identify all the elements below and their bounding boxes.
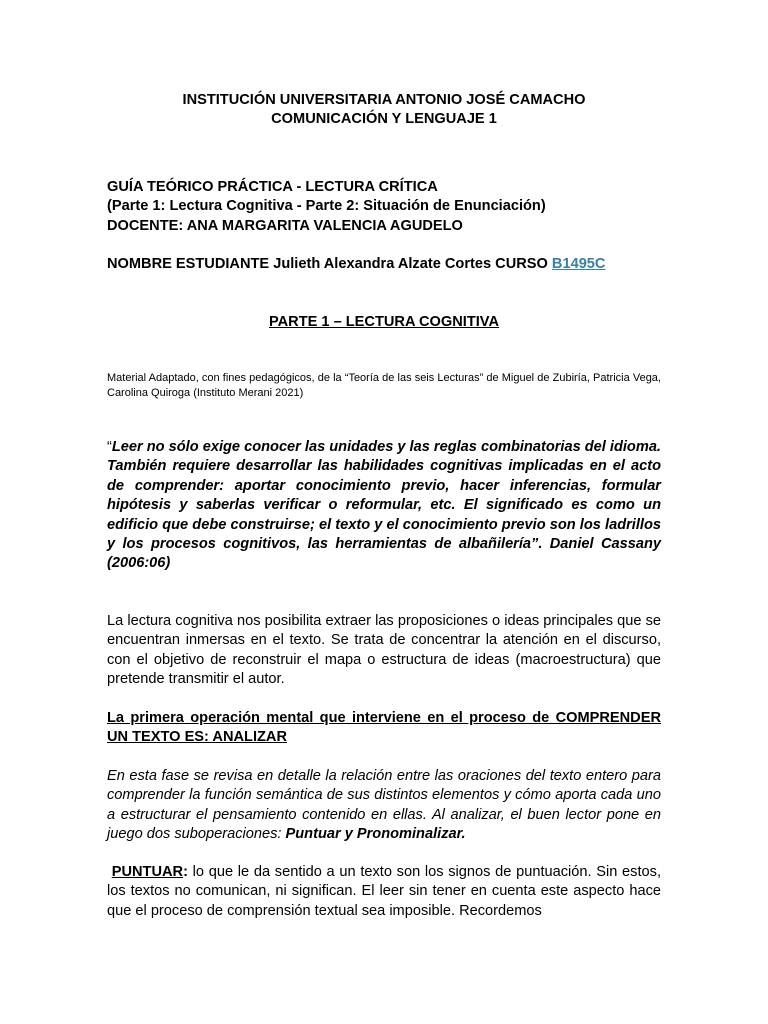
puntuar-text: lo que le da sentido a un texto son los signos de puntuación. Sin estos, los textos no comunican, ni significan. El leer sin tener en cuenta este aspecto hace que el proceso de comprensión textual sea imposible. Recordemos (107, 864, 661, 919)
first-operation-heading: La primera operación mental que interviene en el proceso de COMPRENDER UN TEXTO ES: ANALIZAR (107, 710, 661, 746)
course-code-link[interactable]: B1495C (551, 256, 606, 272)
guide-parts: (Parte 1: Lectura Cognitiva - Parte 2: Situación de Enunciación) (107, 198, 546, 215)
institution-name: INSTITUCIÓN UNIVERSITARIA ANTONIO JOSÉ CAMACHO (182, 92, 586, 108)
source-note: Material Adaptado, con fines pedagógicos, de la “Teoría de las seis Lecturas” de Miguel de Zubiría, Patricia Vega, Carolina Quiroga (Instituto Merani 2021) (107, 372, 661, 399)
guide-title: GUÍA TEÓRICO PRÁCTICA - LECTURA CRÍTICA (107, 179, 438, 195)
puntuar-paragraph (107, 863, 661, 921)
course-name: COMUNICACIÓN Y LENGUAJE 1 (271, 111, 497, 128)
student-line (107, 255, 661, 274)
document-header (107, 91, 661, 130)
quote-open-mark: “ (107, 439, 112, 455)
quote-text: Leer no sólo exige conocer las unidades y las reglas combinatorias del idioma. También requiere desarrollar las habilidades cognitivas implicadas en el acto de comprender: aportar conocimiento previo, hacer inferencias, formular hipótesis y saberlas verificar o reformular, etc. El significado es como un edificio que debe construirse; el texto y el conocimiento previo son los ladrillos y los procesos cognitivos, las herramientas de albañilería”. Daniel Cassany (2006:06) (107, 439, 661, 572)
guide-teacher: DOCENTE: ANA MARGARITA VALENCIA AGUDELO (107, 217, 463, 234)
phase-emphasis: Puntuar y Pronominalizar. (285, 826, 466, 843)
student-label: NOMBRE ESTUDIANTE Julieth Alexandra Alzate Cortes CURSO (107, 256, 548, 272)
quote-block (107, 438, 661, 574)
intro-paragraph: La lectura cognitiva nos posibilita extraer las proposiciones o ideas principales que se encuentran inmersas en el texto. Se trata de concentrar la atención en el discurso, con el objetivo de reconstruir el mapa o estructura de ideas (macroestructura) que pretende transmitir el autor. (107, 613, 661, 688)
phase-text: En esta fase se revisa en detalle la relación entre las oraciones del texto entero para comprender la función semántica de sus distintos elementos y cómo aporta cada uno a estructurar el pensamiento contenido en ellas. Al analizar, el buen lector pone en juego dos suboperaciones: (107, 768, 661, 843)
section-title: PARTE 1 – LECTURA COGNITIVA (268, 314, 499, 330)
guide-info (107, 178, 661, 236)
section-title-wrap (107, 313, 661, 332)
phase-paragraph (107, 767, 661, 845)
puntuar-colon: : (183, 864, 188, 880)
puntuar-label: PUNTUAR (111, 864, 184, 880)
